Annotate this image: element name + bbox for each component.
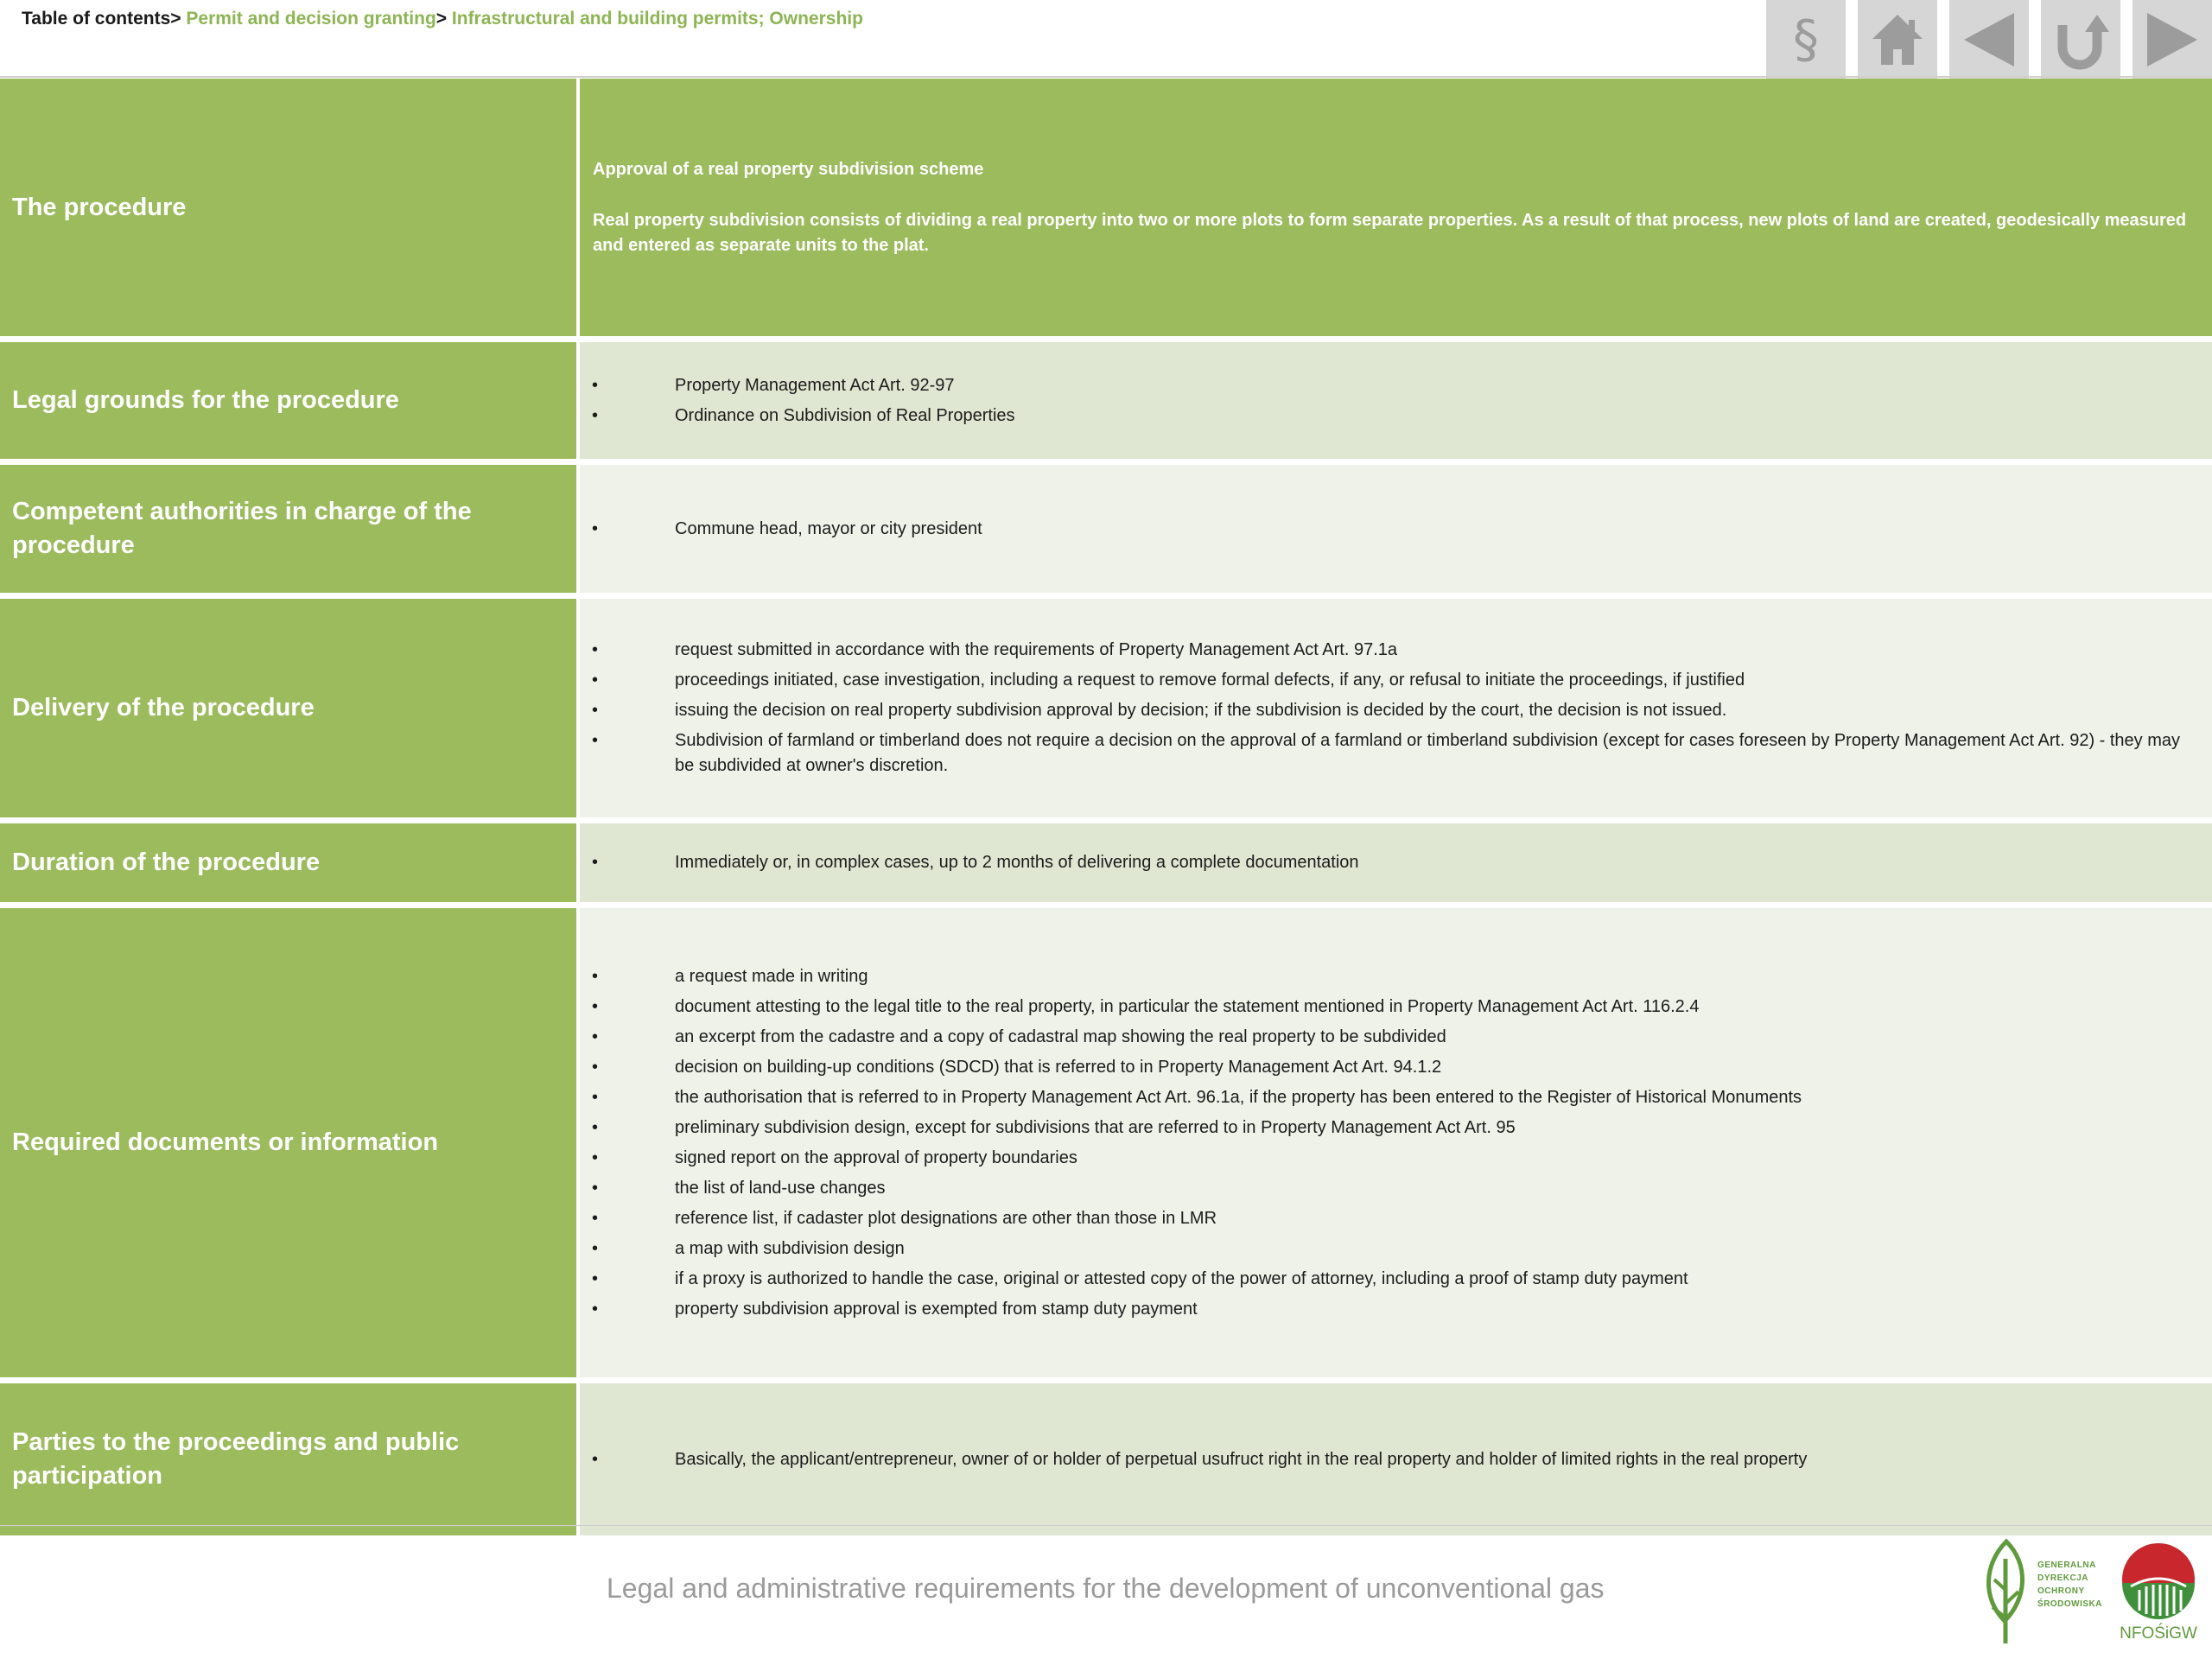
list-item: • Property Management Act Art. 92-97	[592, 373, 2202, 398]
parties-cell	[580, 1383, 2212, 1535]
table-row-authorities	[0, 465, 2212, 593]
row-label: Delivery of the procedure	[0, 599, 576, 817]
breadcrumb-root[interactable]: Table of contents	[22, 9, 171, 29]
list-item: • Commune head, mayor or city president	[592, 517, 2202, 542]
list-item: • issuing the decision on real property subdivision approval by decision; if the subdivision is decided by the court, the decision is not issued.	[592, 698, 2202, 723]
navigation-bar	[1766, 0, 2212, 79]
list-item: • Ordinance on Subdivision of Real Properties	[592, 404, 2202, 429]
table-row-duration	[0, 823, 2212, 902]
documents-cell	[580, 908, 2212, 1377]
list-item: • a request made in writing	[592, 964, 2202, 989]
list-item: • signed report on the approval of property boundaries	[592, 1146, 2202, 1171]
nfosigw-logo-label: NFOŚiGW	[2120, 1624, 2197, 1643]
list-item: • the authorisation that is referred to in Property Management Act Art. 96.1a, if the property has been entered to the Register of Historical Monuments	[592, 1085, 2202, 1110]
row-label: The procedure	[0, 79, 576, 336]
return-button[interactable]	[2041, 0, 2120, 79]
bullet-list	[592, 512, 2202, 547]
gdos-logo-line: OCHRONY	[2037, 1586, 2085, 1596]
gdos-logo	[1979, 1538, 2100, 1646]
breadcrumb-separator: >	[435, 9, 448, 29]
list-item: • document attesting to the legal title to the real property, in particular the statement mentioned in Property Management Act Art. 116.2.4	[592, 995, 2202, 1020]
legal-grounds-cell	[580, 342, 2212, 459]
bullet-list	[592, 1442, 2202, 1478]
breadcrumb-separator: >	[170, 9, 181, 29]
footer-divider	[0, 1525, 2212, 1526]
forward-arrow-icon	[2142, 10, 2202, 70]
authorities-cell	[580, 465, 2212, 593]
procedure-table	[0, 79, 2212, 1535]
procedure-description: Real property subdivision consists of dividing a real property into two or more plots to form separate properties. As a result of that process, new plots of land are created, geodesically measured and entered as separate units to the plat.	[593, 210, 2187, 255]
list-item: • Basically, the applicant/entrepreneur, owner of or holder of perpetual usufruct right in the real property and holder of limited rights in the real property	[592, 1447, 2202, 1472]
table-row-parties	[0, 1383, 2212, 1535]
nfosigw-emblem-icon	[2115, 1540, 2202, 1626]
list-item: • proceedings initiated, case investigation, including a request to remove formal defects, if any, or refusal to initiate the proceedings, if justified	[592, 668, 2202, 693]
bullet-list	[592, 632, 2202, 784]
gdos-logo-line: ŚRODOWISKA	[2037, 1599, 2102, 1609]
return-icon	[2050, 10, 2111, 70]
list-item: • an excerpt from the cadastre and a copy of cadastral map showing the real property to be subdivided	[592, 1025, 2202, 1050]
forward-button[interactable]	[2133, 0, 2212, 79]
nfosigw-logo	[2115, 1540, 2202, 1650]
table-row-procedure	[0, 79, 2212, 336]
footer-title: Legal and administrative requirements for the development of unconventional gas	[607, 1573, 1605, 1604]
row-label: Duration of the procedure	[0, 823, 576, 902]
list-item: • if a proxy is authorized to handle the case, original or attested copy of the power of attorney, including a proof of stamp duty payment	[592, 1267, 2202, 1292]
table-row-documents	[0, 908, 2212, 1377]
home-button[interactable]	[1858, 0, 1937, 79]
breadcrumb-link-infrastructure[interactable]: Infrastructural and building permits; Ownership	[451, 9, 863, 29]
list-item: • request submitted in accordance with the requirements of Property Management Act Art. 97.1a	[592, 638, 2202, 663]
procedure-title: Approval of a real property subdivision scheme	[593, 159, 984, 179]
row-label: Required documents or information	[0, 908, 576, 1377]
row-label: Legal grounds for the procedure	[0, 342, 576, 459]
header-divider	[0, 76, 2212, 78]
section-button[interactable]	[1766, 0, 1846, 79]
gdos-logo-text	[2037, 1559, 2102, 1611]
list-item: • property subdivision approval is exempted from stamp duty payment	[592, 1297, 2202, 1322]
list-item: • a map with subdivision design	[592, 1236, 2202, 1262]
bullet-list	[592, 959, 2202, 1327]
home-icon	[1867, 10, 1928, 70]
section-icon: §	[1793, 9, 1819, 70]
leaf-icon	[1979, 1538, 2034, 1646]
table-row-legal-grounds	[0, 342, 2212, 459]
list-item: • preliminary subdivision design, except for subdivisions that are referred to in Property Management Act Art. 95	[592, 1116, 2202, 1141]
back-button[interactable]	[1949, 0, 2029, 79]
bullet-list	[592, 368, 2202, 434]
breadcrumb	[22, 9, 863, 29]
list-item: • Immediately or, in complex cases, up to 2 months of delivering a complete documentation	[592, 850, 2202, 875]
list-item: • Subdivision of farmland or timberland does not require a decision on the approval of a farmland or timberland subdivision (except for cases foreseen by Property Management Act Art. 92) - they may be subdivided at owner's discretion.	[592, 728, 2202, 779]
gdos-logo-line: DYREKCJA	[2037, 1573, 2089, 1583]
row-label: Competent authorities in charge of the procedure	[0, 465, 576, 593]
breadcrumb-link-permits[interactable]: Permit and decision granting	[186, 9, 436, 29]
list-item: • reference list, if cadaster plot designations are other than those in LMR	[592, 1206, 2202, 1231]
row-label: Parties to the proceedings and public participation	[0, 1383, 576, 1535]
bullet-list	[592, 845, 2202, 880]
list-item: • decision on building-up conditions (SDCD) that is referred to in Property Management Act Art. 94.1.2	[592, 1055, 2202, 1080]
delivery-cell	[580, 599, 2212, 817]
back-arrow-icon	[1959, 10, 2019, 70]
duration-cell	[580, 823, 2212, 902]
procedure-cell	[580, 79, 2212, 336]
list-item: • the list of land-use changes	[592, 1176, 2202, 1201]
table-row-delivery	[0, 599, 2212, 817]
gdos-logo-line: GENERALNA	[2037, 1560, 2096, 1570]
